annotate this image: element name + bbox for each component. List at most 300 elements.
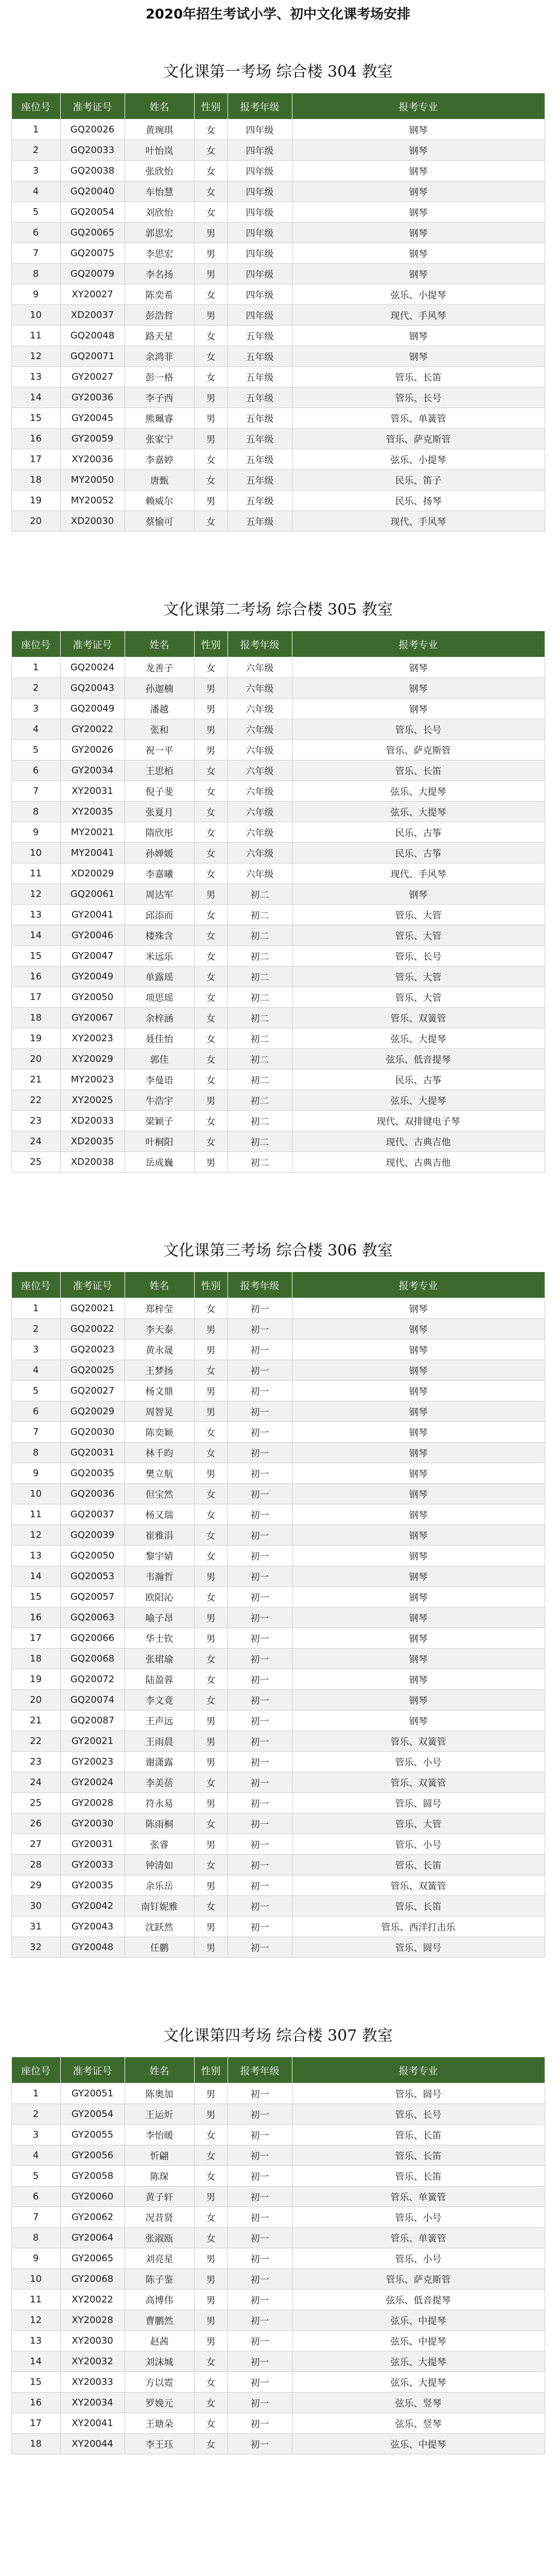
column-header-student-name: 姓名: [125, 1272, 194, 1298]
student-name-cell: 喻子昂: [125, 1607, 194, 1628]
seat-number-cell: 2: [11, 2104, 60, 2125]
ticket-number-cell: GQ20021: [60, 1298, 125, 1319]
grade-cell: 初一: [228, 2331, 292, 2351]
ticket-number-cell: GY20024: [60, 1772, 125, 1793]
student-name-cell: 况昔贤: [125, 2207, 194, 2228]
table-row: [11, 2125, 545, 2145]
ticket-number-cell: GY20031: [60, 1834, 125, 1855]
seat-number-cell: 28: [11, 1855, 60, 1875]
grade-cell: 初一: [228, 1649, 292, 1669]
student-name-cell: 米远乐: [125, 946, 194, 967]
ticket-number-cell: XY20033: [60, 2372, 125, 2393]
ticket-number-cell: GY20059: [60, 429, 125, 449]
ticket-number-cell: GQ20022: [60, 1319, 125, 1340]
seat-number-cell: 1: [11, 657, 60, 678]
major-cell: 钢琴: [292, 346, 545, 367]
table-row: [11, 284, 545, 305]
student-name-cell: 叶桐阳: [125, 1131, 194, 1152]
gender-cell: 女: [194, 2351, 228, 2372]
major-cell: 管乐、萨克斯管: [292, 429, 545, 449]
major-cell: 管乐、双簧管: [292, 1875, 545, 1896]
student-name-cell: 陈奕希: [125, 284, 194, 305]
seat-number-cell: 8: [11, 802, 60, 822]
student-name-cell: 熊珮睿: [125, 408, 194, 429]
gender-cell: 女: [194, 802, 228, 822]
ticket-number-cell: GY20046: [60, 925, 125, 946]
gender-cell: 女: [194, 1049, 228, 1070]
major-cell: 弦乐、中提琴: [292, 2331, 545, 2351]
grade-cell: 四年级: [228, 140, 292, 161]
table-row: [11, 2310, 545, 2331]
student-name-cell: 周达军: [125, 884, 194, 905]
major-cell: 现代、古典吉他: [292, 1152, 545, 1173]
table-header-row: [11, 1272, 545, 1298]
seat-number-cell: 7: [11, 1422, 60, 1443]
column-header-student-name: 姓名: [125, 2057, 194, 2083]
gender-cell: 男: [194, 699, 228, 719]
major-cell: 钢琴: [292, 1381, 545, 1401]
grade-cell: 五年级: [228, 470, 292, 490]
table-row: [11, 1896, 545, 1917]
grade-cell: 初二: [228, 1028, 292, 1049]
student-name-cell: 李思宏: [125, 243, 194, 264]
grade-cell: 初一: [228, 2187, 292, 2207]
major-cell: 钢琴: [292, 1298, 545, 1319]
table-row: [11, 1649, 545, 1669]
major-cell: 钢琴: [292, 1443, 545, 1463]
table-row: [11, 1070, 545, 1090]
ticket-number-cell: XY20028: [60, 2310, 125, 2331]
seat-number-cell: 10: [11, 2269, 60, 2290]
seat-number-cell: 17: [11, 2413, 60, 2434]
major-cell: 管乐、圆号: [292, 1937, 545, 1958]
table-row: [11, 1525, 545, 1546]
student-name-cell: 林千昀: [125, 1443, 194, 1463]
major-cell: 管乐、单簧管: [292, 2187, 545, 2207]
table-row: [11, 1340, 545, 1360]
ticket-number-cell: GQ20054: [60, 202, 125, 223]
table-row: [11, 1090, 545, 1111]
seat-number-cell: 14: [11, 925, 60, 946]
table-row: [11, 408, 545, 429]
grade-cell: 初一: [228, 2290, 292, 2310]
column-header-seat-number: 座位号: [11, 93, 60, 120]
student-name-cell: 罗娩元: [125, 2393, 194, 2413]
student-name-cell: 王雨晨: [125, 1731, 194, 1752]
student-name-cell: 周智晃: [125, 1401, 194, 1422]
student-name-cell: 潘越: [125, 699, 194, 719]
gender-cell: 男: [194, 1793, 228, 1814]
gender-cell: 女: [194, 1028, 228, 1049]
table-row: [11, 2393, 545, 2413]
seat-number-cell: 5: [11, 1381, 60, 1401]
major-cell: 钢琴: [292, 181, 545, 202]
grade-cell: 初一: [228, 2351, 292, 2372]
seat-number-cell: 9: [11, 1463, 60, 1484]
table-row: [11, 1669, 545, 1690]
gender-cell: 男: [194, 408, 228, 429]
gender-cell: 女: [194, 2372, 228, 2393]
student-name-cell: 邱添而: [125, 905, 194, 925]
table-row: [11, 2145, 545, 2166]
seat-number-cell: 16: [11, 2393, 60, 2413]
seat-number-cell: 10: [11, 305, 60, 326]
seat-number-cell: 17: [11, 987, 60, 1008]
student-name-cell: 南钉妮雅: [125, 1896, 194, 1917]
gender-cell: 男: [194, 2083, 228, 2104]
major-cell: 管乐、小号: [292, 1834, 545, 1855]
seat-number-cell: 10: [11, 1484, 60, 1504]
column-header-gender: 性别: [194, 93, 228, 120]
student-name-cell: 张和: [125, 719, 194, 740]
student-name-cell: 蔡愉可: [125, 511, 194, 532]
gender-cell: 女: [194, 905, 228, 925]
table-row: [11, 863, 545, 884]
major-cell: 现代、手风琴: [292, 863, 545, 884]
seat-number-cell: 16: [11, 967, 60, 987]
seat-number-cell: 2: [11, 1319, 60, 1340]
gender-cell: 女: [194, 284, 228, 305]
major-cell: 弦乐、中提琴: [292, 2310, 545, 2331]
table-row: [11, 1443, 545, 1463]
gender-cell: 男: [194, 387, 228, 408]
ticket-number-cell: GY20027: [60, 367, 125, 387]
ticket-number-cell: GQ20048: [60, 326, 125, 346]
gender-cell: 女: [194, 1855, 228, 1875]
student-name-cell: 王思栢: [125, 760, 194, 781]
seat-number-cell: 8: [11, 1443, 60, 1463]
grade-cell: 五年级: [228, 326, 292, 346]
seat-number-cell: 10: [11, 843, 60, 863]
seat-number-cell: 3: [11, 699, 60, 719]
ticket-number-cell: GY20043: [60, 1917, 125, 1937]
grade-cell: 初二: [228, 967, 292, 987]
student-name-cell: 车怡慧: [125, 181, 194, 202]
table-row: [11, 449, 545, 470]
gender-cell: 男: [194, 2269, 228, 2290]
grade-cell: 初一: [228, 1360, 292, 1381]
seat-number-cell: 3: [11, 1340, 60, 1360]
grade-cell: 六年级: [228, 657, 292, 678]
grade-cell: 初一: [228, 2207, 292, 2228]
major-cell: 钢琴: [292, 1463, 545, 1484]
ticket-number-cell: GQ20030: [60, 1422, 125, 1443]
grade-cell: 初一: [228, 1422, 292, 1443]
grade-cell: 初一: [228, 1401, 292, 1422]
seat-number-cell: 9: [11, 822, 60, 843]
room-title: 文化课第四考场 综合楼 307 教室: [163, 2027, 393, 2045]
grade-cell: 初一: [228, 2083, 292, 2104]
student-name-cell: 李天泰: [125, 1319, 194, 1340]
seat-number-cell: 15: [11, 946, 60, 967]
major-cell: 钢琴: [292, 1649, 545, 1669]
seat-number-cell: 21: [11, 1710, 60, 1731]
gender-cell: 女: [194, 2125, 228, 2145]
student-name-cell: 王运炘: [125, 2104, 194, 2125]
grade-cell: 初一: [228, 1525, 292, 1546]
major-cell: 弦乐、低音提琴: [292, 2290, 545, 2310]
gender-cell: 女: [194, 967, 228, 987]
grade-cell: 初一: [228, 1566, 292, 1587]
gender-cell: 女: [194, 1298, 228, 1319]
grade-cell: 初一: [228, 1690, 292, 1710]
table-row: [11, 1793, 545, 1814]
column-header-grade: 报考年级: [228, 631, 292, 657]
exam-room-table: [11, 2057, 545, 2454]
gender-cell: 女: [194, 346, 228, 367]
table-row: [11, 264, 545, 284]
seat-number-cell: 5: [11, 202, 60, 223]
grade-cell: 五年级: [228, 408, 292, 429]
ticket-number-cell: XY20032: [60, 2351, 125, 2372]
major-cell: 钢琴: [292, 326, 545, 346]
table-row: [11, 305, 545, 326]
seat-number-cell: 11: [11, 2290, 60, 2310]
gender-cell: 男: [194, 1381, 228, 1401]
gender-cell: 女: [194, 760, 228, 781]
table-row: [11, 925, 545, 946]
seat-number-cell: 12: [11, 346, 60, 367]
seat-number-cell: 23: [11, 1111, 60, 1131]
seat-number-cell: 25: [11, 1152, 60, 1173]
ticket-number-cell: GQ20068: [60, 1649, 125, 1669]
ticket-number-cell: GY20021: [60, 1731, 125, 1752]
seat-number-cell: 24: [11, 1772, 60, 1793]
table-row: [11, 2166, 545, 2187]
seat-number-cell: 18: [11, 1008, 60, 1028]
table-row: [11, 1855, 545, 1875]
ticket-number-cell: XY20034: [60, 2393, 125, 2413]
major-cell: 钢琴: [292, 1340, 545, 1360]
gender-cell: 女: [194, 1360, 228, 1381]
student-name-cell: 陈子鉴: [125, 2269, 194, 2290]
grade-cell: 初一: [228, 1855, 292, 1875]
exam-room-table: [11, 1272, 545, 1958]
gender-cell: 女: [194, 367, 228, 387]
table-header-row: [11, 631, 545, 657]
major-cell: 管乐、西洋打击乐: [292, 1917, 545, 1937]
table-row: [11, 1710, 545, 1731]
student-name-cell: 楼殊含: [125, 925, 194, 946]
gender-cell: 女: [194, 1504, 228, 1525]
major-cell: 钢琴: [292, 1607, 545, 1628]
column-header-ticket-number: 准考证号: [60, 2057, 125, 2083]
table-row: [11, 1049, 545, 1070]
major-cell: 钢琴: [292, 140, 545, 161]
room-title: 文化课第二考场 综合楼 305 教室: [163, 601, 393, 619]
table-row: [11, 1131, 545, 1152]
table-row: [11, 202, 545, 223]
ticket-number-cell: XY20025: [60, 1090, 125, 1111]
student-name-cell: 张夏月: [125, 802, 194, 822]
gender-cell: 女: [194, 657, 228, 678]
table-row: [11, 1814, 545, 1834]
exam-room-section: [0, 61, 556, 532]
ticket-number-cell: GQ20079: [60, 264, 125, 284]
major-cell: 钢琴: [292, 1360, 545, 1381]
major-cell: 管乐、长笛: [292, 1896, 545, 1917]
gender-cell: 女: [194, 1443, 228, 1463]
student-name-cell: 高博伟: [125, 2290, 194, 2310]
major-cell: 管乐、圆号: [292, 1793, 545, 1814]
major-cell: 现代、古典吉他: [292, 1131, 545, 1152]
seat-number-cell: 9: [11, 284, 60, 305]
gender-cell: 男: [194, 429, 228, 449]
major-cell: 管乐、长笛: [292, 2125, 545, 2145]
grade-cell: 初一: [228, 1752, 292, 1772]
seat-number-cell: 22: [11, 1090, 60, 1111]
table-row: [11, 740, 545, 760]
ticket-number-cell: GQ20039: [60, 1525, 125, 1546]
table-row: [11, 1752, 545, 1772]
student-name-cell: 杨文鼎: [125, 1381, 194, 1401]
grade-cell: 初一: [228, 1340, 292, 1360]
seat-number-cell: 6: [11, 760, 60, 781]
student-name-cell: 李文竟: [125, 1690, 194, 1710]
major-cell: 钢琴: [292, 1546, 545, 1566]
grade-cell: 四年级: [228, 161, 292, 181]
ticket-number-cell: GY20042: [60, 1896, 125, 1917]
seat-number-cell: 13: [11, 1546, 60, 1566]
gender-cell: 女: [194, 1131, 228, 1152]
grade-cell: 初一: [228, 1607, 292, 1628]
grade-cell: 初二: [228, 1008, 292, 1028]
table-row: [11, 181, 545, 202]
grade-cell: 初一: [228, 2393, 292, 2413]
ticket-number-cell: GY20026: [60, 740, 125, 760]
seat-number-cell: 19: [11, 490, 60, 511]
seat-number-cell: 24: [11, 1131, 60, 1152]
ticket-number-cell: MY20041: [60, 843, 125, 863]
ticket-number-cell: XY20044: [60, 2434, 125, 2454]
ticket-number-cell: XY20041: [60, 2413, 125, 2434]
grade-cell: 四年级: [228, 223, 292, 243]
grade-cell: 初一: [228, 1463, 292, 1484]
table-row: [11, 843, 545, 863]
major-cell: 钢琴: [292, 884, 545, 905]
grade-cell: 六年级: [228, 822, 292, 843]
table-row: [11, 223, 545, 243]
ticket-number-cell: GY20067: [60, 1008, 125, 1028]
gender-cell: 男: [194, 490, 228, 511]
grade-cell: 初一: [228, 2413, 292, 2434]
table-row: [11, 326, 545, 346]
major-cell: 管乐、大管: [292, 987, 545, 1008]
student-name-cell: 牛浩宇: [125, 1090, 194, 1111]
ticket-number-cell: GY20054: [60, 2104, 125, 2125]
gender-cell: 女: [194, 2434, 228, 2454]
gender-cell: 男: [194, 2331, 228, 2351]
ticket-number-cell: XD20035: [60, 1131, 125, 1152]
grade-cell: 初一: [228, 1875, 292, 1896]
ticket-number-cell: GQ20033: [60, 140, 125, 161]
table-row: [11, 1875, 545, 1896]
grade-cell: 初一: [228, 2166, 292, 2187]
table-row: [11, 1381, 545, 1401]
major-cell: 钢琴: [292, 1422, 545, 1443]
seat-number-cell: 13: [11, 905, 60, 925]
major-cell: 民乐、笛子: [292, 470, 545, 490]
table-row: [11, 511, 545, 532]
seat-number-cell: 8: [11, 264, 60, 284]
student-name-cell: 项思瑶: [125, 987, 194, 1008]
grade-cell: 初一: [228, 1937, 292, 1958]
table-row: [11, 1731, 545, 1752]
ticket-number-cell: GY20034: [60, 760, 125, 781]
seat-number-cell: 23: [11, 1752, 60, 1772]
gender-cell: 男: [194, 2248, 228, 2269]
gender-cell: 女: [194, 202, 228, 223]
student-name-cell: 王梦扬: [125, 1360, 194, 1381]
major-cell: 钢琴: [292, 1484, 545, 1504]
seat-number-cell: 19: [11, 1028, 60, 1049]
ticket-number-cell: MY20023: [60, 1070, 125, 1090]
ticket-number-cell: GQ20026: [60, 120, 125, 140]
grade-cell: 初一: [228, 2145, 292, 2166]
table-row: [11, 1401, 545, 1422]
major-cell: 弦乐、大提琴: [292, 2351, 545, 2372]
student-name-cell: 崔雅涓: [125, 1525, 194, 1546]
ticket-number-cell: GQ20057: [60, 1587, 125, 1607]
student-name-cell: 李嘉曦: [125, 863, 194, 884]
ticket-number-cell: GY20023: [60, 1752, 125, 1772]
column-header-student-name: 姓名: [125, 93, 194, 120]
gender-cell: 女: [194, 1649, 228, 1669]
major-cell: 民乐、古筝: [292, 822, 545, 843]
student-name-cell: 郭佳: [125, 1049, 194, 1070]
student-name-cell: 李王珏: [125, 2434, 194, 2454]
gender-cell: 女: [194, 1546, 228, 1566]
gender-cell: 女: [194, 326, 228, 346]
major-cell: 管乐、圆号: [292, 2083, 545, 2104]
major-cell: 钢琴: [292, 678, 545, 699]
ticket-number-cell: XY20022: [60, 2290, 125, 2310]
ticket-number-cell: GQ20035: [60, 1463, 125, 1484]
grade-cell: 初一: [228, 2248, 292, 2269]
student-name-cell: 龙善子: [125, 657, 194, 678]
gender-cell: 男: [194, 1152, 228, 1173]
grade-cell: 六年级: [228, 699, 292, 719]
major-cell: 钢琴: [292, 699, 545, 719]
major-cell: 弦乐、大提琴: [292, 1090, 545, 1111]
student-name-cell: 刘欣怡: [125, 202, 194, 223]
table-row: [11, 1463, 545, 1484]
student-name-cell: 王声远: [125, 1710, 194, 1731]
table-row: [11, 2269, 545, 2290]
ticket-number-cell: GY20041: [60, 905, 125, 925]
student-name-cell: 孙婵媛: [125, 843, 194, 863]
major-cell: 钢琴: [292, 1710, 545, 1731]
grade-cell: 四年级: [228, 284, 292, 305]
table-row: [11, 760, 545, 781]
seat-number-cell: 32: [11, 1937, 60, 1958]
major-cell: 管乐、长笛: [292, 2145, 545, 2166]
table-row: [11, 1546, 545, 1566]
major-cell: 现代、双排键电子琴: [292, 1111, 545, 1131]
gender-cell: 男: [194, 740, 228, 760]
column-header-seat-number: 座位号: [11, 1272, 60, 1298]
grade-cell: 初一: [228, 2228, 292, 2248]
student-name-cell: 黄永晟: [125, 1340, 194, 1360]
seat-number-cell: 4: [11, 719, 60, 740]
grade-cell: 六年级: [228, 678, 292, 699]
major-cell: 民乐、古筝: [292, 843, 545, 863]
grade-cell: 六年级: [228, 843, 292, 863]
ticket-number-cell: GY20048: [60, 1937, 125, 1958]
student-name-cell: 余鸿菲: [125, 346, 194, 367]
gender-cell: 男: [194, 1937, 228, 1958]
student-name-cell: 张淑瓯: [125, 2228, 194, 2248]
